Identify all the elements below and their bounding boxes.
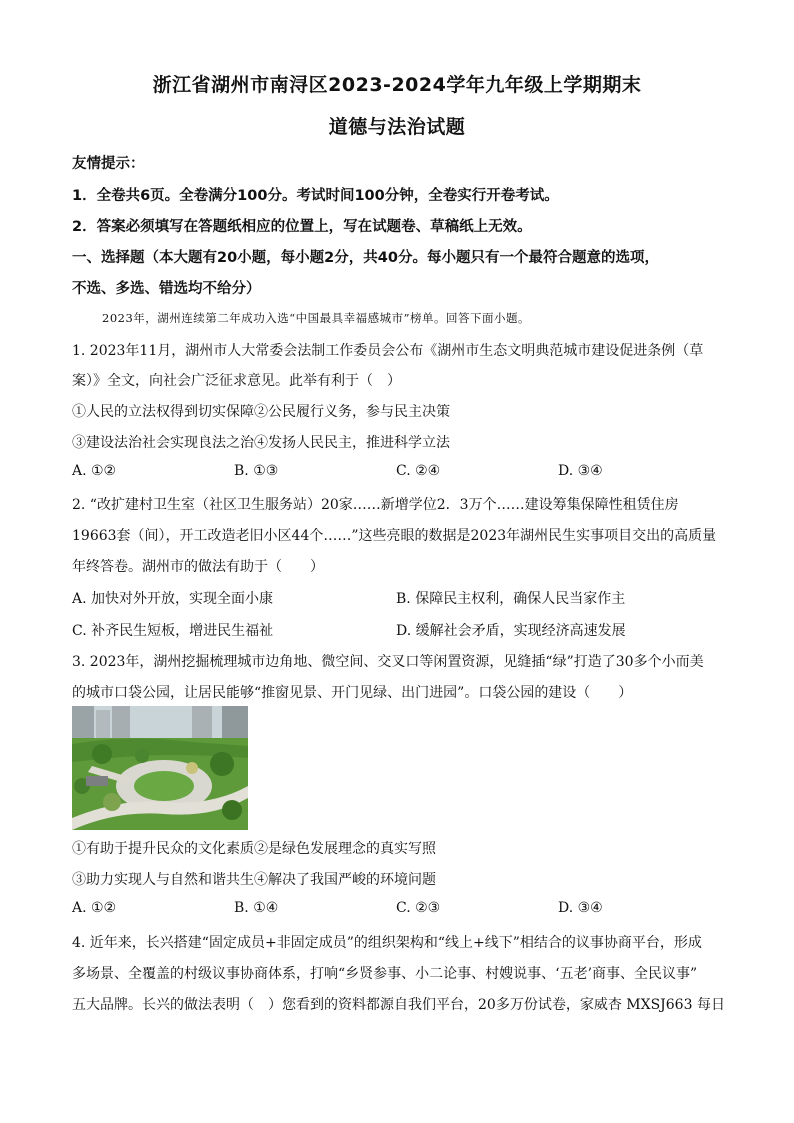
q1-statement-line1: ①人民的立法权得到切实保障②公民履行义务，参与民主决策 [72,404,450,420]
q3-option-a: A. ①② [72,900,117,916]
tips-item-2: 2．答案必须填写在答题纸相应的位置上，写在试题卷、草稿纸上无效。 [72,219,532,235]
q3-stem-line1: 3. 2023年，湖州挖掘梳理城市边角地、微空间、交叉口等闲置资源，见缝插“绿”打造了30多个小而美 [72,654,704,670]
q2-stem-line2: 19663套（间），开工改造老旧小区44个……”这些亮眼的数据是2023年湖州民生实事项目交出的高质量 [72,528,717,544]
q1-option-d: D. ③④ [558,463,603,479]
q1-stem-line1: 1. 2023年11月，湖州市人大常委会法制工作委员会公布《湖州市生态文明典范城市建设促进条例（草 [72,343,704,359]
pocket-park-photo [72,706,248,830]
q1-stem-line2: 案）》全文，向社会广泛征求意见。此举有利于（ ） [72,373,401,389]
q4-stem-text: 五大品牌。长兴的做法表明（ ） [72,997,282,1013]
exam-title-line1: 浙江省湖州市南浔区2023-2024学年九年级上学期期末 [152,74,642,96]
q4-stem-line2: 多场景、全覆盖的村级议事协商体系，打响“乡贤参事、小二论事、村嫂说事、‘五老’商事、全民议事” [72,966,698,982]
q2-stem-line1: 2. “改扩建村卫生室（社区卫生服务站）20家……新增学位2．3万个……建设筹集保障性租赁住房 [72,497,679,513]
q4-stem-line3 [72,994,725,1014]
tips-label: 友情提示： [72,156,145,172]
q3-option-b: B. ①④ [234,900,279,916]
q3-option-d: D. ③④ [558,900,603,916]
q2-option-b: B. 保障民主权利，确保人民当家作主 [396,591,626,607]
watermark-notice: 您看到的资料都源自我们平台，20多万份试卷，家威杏 MXSJ663 每日 [282,997,725,1013]
exam-title-line2: 道德与法治试题 [328,116,466,138]
q1-option-c: C. ②④ [396,463,441,479]
q1-option-b: B. ①③ [234,463,279,479]
q2-option-c: C. 补齐民生短板，增进民生福祉 [72,623,274,639]
section-heading-line1: 一、选择题（本大题有20小题，每小题2分，共40分。每小题只有一个最符合题意的选项， [72,250,659,266]
q4-stem-line1: 4. 近年来，长兴搭建“固定成员+非固定成员”的组织架构和“线上+线下”相结合的议事协商平台，形成 [72,935,702,951]
tips-item-1: 1．全卷共6页。全卷满分100分。考试时间100分钟，全卷实行开卷考试。 [72,188,559,204]
q3-option-c: C. ②③ [396,900,441,916]
q1-option-a: A. ①② [72,463,117,479]
q3-statement-line1: ①有助于提升民众的文化素质②是绿色发展理念的真实写照 [72,841,436,857]
q2-option-d: D. 缓解社会矛盾，实现经济高速发展 [396,623,626,639]
section-heading-line2: 不选、多选、错选均不给分） [72,281,261,297]
q3-stem-line2: 的城市口袋公园，让居民能够“推窗见景、开门见绿、出门进园”。口袋公园的建设（ ） [72,685,633,701]
intro-text: 2023年，湖州连续第二年成功入选“中国最具幸福感城市”榜单。回答下面小题。 [102,311,531,325]
q2-option-a: A. 加快对外开放，实现全面小康 [72,591,274,607]
q3-statement-line2: ③助力实现人与自然和谐共生④解决了我国严峻的环境问题 [72,872,436,888]
q2-stem-line3: 年终答卷。湖州市的做法有助于（ ） [72,559,324,575]
q1-statement-line2: ③建设法治社会实现良法之治④发扬人民民主，推进科学立法 [72,435,450,451]
